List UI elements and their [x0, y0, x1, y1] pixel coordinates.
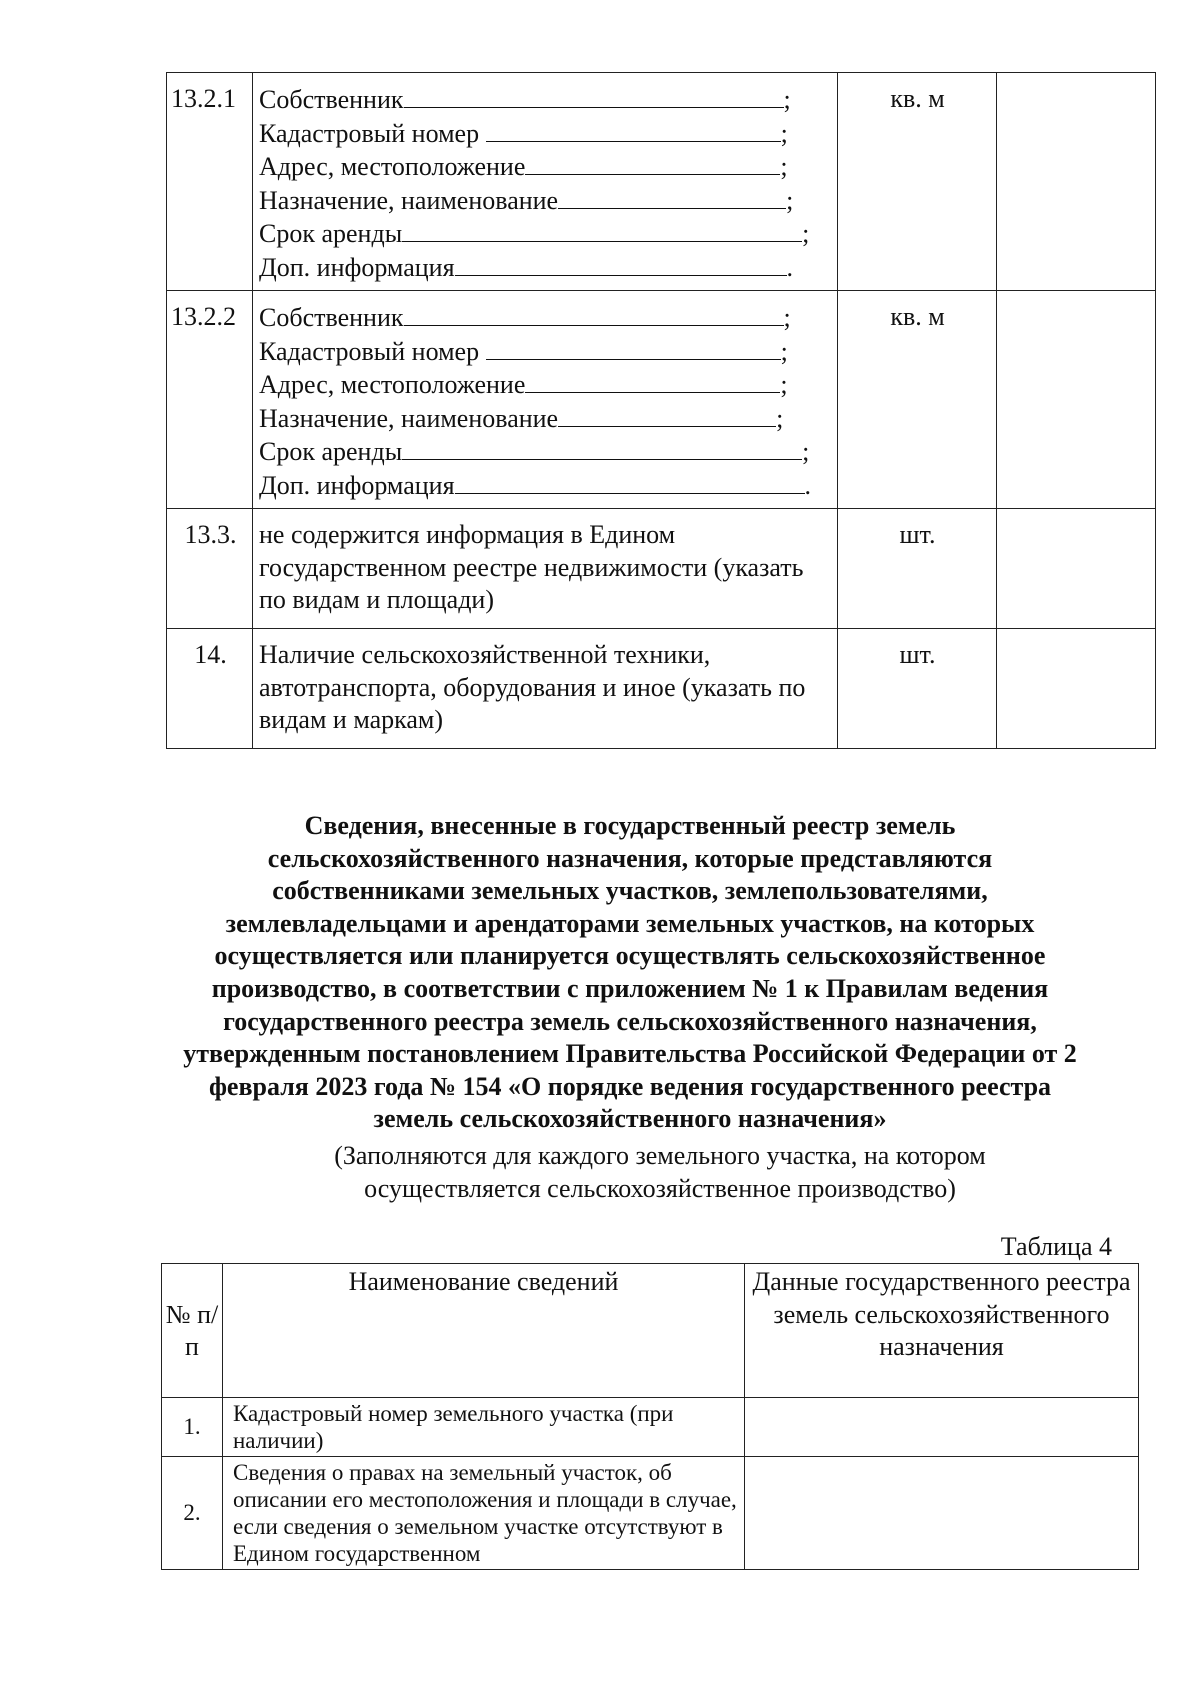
section-heading: Сведения, внесенные в государственный реестр земель сельскохозяйственного назначения, которые представляются собственниками земельных участков, землепользователями, землевладельцами и арендаторами земельных участков, на которых осуществляется или планируется осуществлять сельскохозяйственное производство, в соответствии с приложением № 1 к Правилам ведения государственного реестра земель сельскохозяйственного назначения, утвержденным постановлением Правительства Российской Федерации от 2 февраля 2023 года № 154 «О порядке ведения государственного реестра земель сельскохозяйственного назначения»: [183, 811, 1077, 1134]
unit-cell: шт.: [838, 509, 997, 629]
table-row: [162, 1398, 1139, 1457]
table-row: [167, 291, 1156, 509]
line-end: ;: [776, 403, 784, 433]
line-end: ;: [780, 336, 788, 366]
row-number: 13.2.2: [167, 291, 253, 509]
line-end: ;: [802, 437, 810, 466]
row-number: 13.2.1: [167, 73, 253, 291]
value-cell[interactable]: [997, 509, 1156, 629]
row-description: Наличие сельскохозяйственной техники, автотранспорта, оборудования и иное (указать по видам и маркам): [253, 629, 838, 749]
form-line-purpose: [259, 402, 832, 436]
table-caption: Таблица 4: [1000, 1232, 1112, 1261]
blank-field[interactable]: [455, 251, 787, 276]
blank-field[interactable]: [558, 402, 776, 427]
line-end: ;: [786, 185, 794, 215]
line-label: Срок аренды: [259, 219, 403, 248]
blank-field[interactable]: [486, 335, 781, 360]
line-end: ;: [802, 219, 810, 248]
blank-field[interactable]: [486, 117, 781, 142]
header-name: Наименование сведений: [223, 1264, 745, 1398]
form-line-lease-term: [259, 435, 832, 469]
unit-cell: кв. м: [838, 73, 997, 291]
row-text: Кадастровый номер земельного участка (при наличии): [223, 1398, 745, 1457]
row-number: 14.: [167, 629, 253, 749]
table-row: [162, 1457, 1139, 1570]
line-label: Назначение, наименование: [259, 403, 559, 433]
blank-field[interactable]: [525, 150, 780, 175]
form-line-owner: [259, 301, 832, 335]
form-line-purpose: [259, 184, 832, 218]
table-row: [167, 629, 1156, 749]
row-number: 13.3.: [167, 509, 253, 629]
form-line-address: [259, 368, 832, 402]
line-label: Доп. информация: [259, 470, 455, 500]
line-end: ;: [780, 118, 788, 148]
line-end: ;: [780, 152, 788, 181]
value-cell[interactable]: [997, 291, 1156, 509]
line-end: .: [804, 470, 812, 500]
row-description: [253, 291, 838, 509]
land-info-table: [166, 72, 1156, 749]
blank-field[interactable]: [402, 217, 802, 242]
table-row: [167, 73, 1156, 291]
row-number: 2.: [162, 1457, 223, 1570]
header-data: Данные государственного реестра земель сельскохозяйственного назначения: [745, 1264, 1139, 1398]
line-end: ;: [783, 303, 791, 332]
value-cell[interactable]: [997, 73, 1156, 291]
form-line-lease-term: [259, 217, 832, 251]
row-number: 1.: [162, 1398, 223, 1457]
line-end: .: [786, 252, 794, 282]
unit-cell: шт.: [838, 629, 997, 749]
blank-field[interactable]: [404, 83, 784, 108]
form-line-address: [259, 150, 832, 184]
value-cell[interactable]: [997, 629, 1156, 749]
line-label: Срок аренды: [259, 437, 403, 466]
line-label: Адрес, местоположение: [259, 370, 526, 399]
unit-cell: кв. м: [838, 291, 997, 509]
blank-field[interactable]: [525, 368, 780, 393]
blank-field[interactable]: [558, 184, 786, 209]
blank-field[interactable]: [404, 301, 784, 326]
blank-field[interactable]: [455, 469, 805, 494]
blank-field[interactable]: [402, 435, 802, 460]
row-description: не содержится информация в Едином государственном реестре недвижимости (указать по видам и площади): [253, 509, 838, 629]
header-number: № п/п: [162, 1264, 223, 1398]
line-end: ;: [780, 370, 788, 399]
form-line-extra-info: [259, 469, 832, 503]
form-line-owner: [259, 83, 832, 117]
line-label: Собственник: [259, 303, 404, 332]
form-line-extra-info: [259, 251, 832, 285]
registry-table: [161, 1263, 1139, 1570]
table-row: [167, 509, 1156, 629]
form-line-cadastral: [259, 335, 832, 369]
line-end: ;: [783, 85, 791, 114]
line-label: Кадастровый номер: [259, 118, 486, 148]
form-line-cadastral: [259, 117, 832, 151]
line-label: Кадастровый номер: [259, 336, 486, 366]
value-cell[interactable]: [745, 1457, 1139, 1570]
line-label: Доп. информация: [259, 252, 455, 282]
table-header-row: [162, 1264, 1139, 1398]
line-label: Назначение, наименование: [259, 185, 559, 215]
line-label: Собственник: [259, 85, 404, 114]
row-text: Сведения о правах на земельный участок, об описании его местоположения и площади в случае, если сведения о земельном участке отсутствуют в Едином государственном: [223, 1457, 745, 1570]
section-note: (Заполняются для каждого земельного участка, на котором осуществляется сельскохозяйственное производство): [334, 1141, 986, 1203]
value-cell[interactable]: [745, 1398, 1139, 1457]
row-description: [253, 73, 838, 291]
line-label: Адрес, местоположение: [259, 152, 526, 181]
